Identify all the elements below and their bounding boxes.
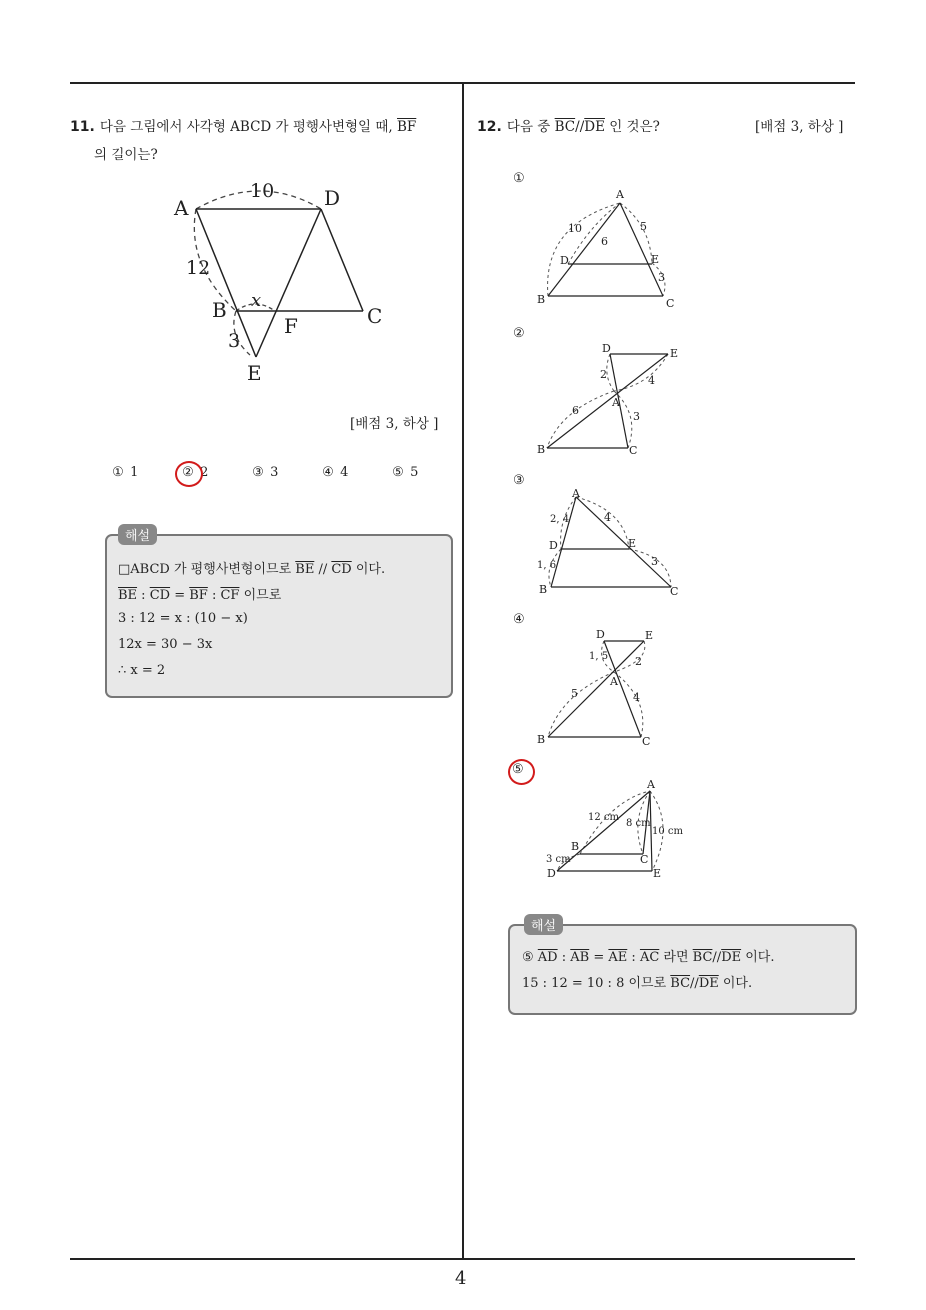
svg-text:2: 2 — [600, 368, 607, 381]
svg-text:E: E — [628, 537, 637, 550]
vertex-label-d: D — [324, 186, 341, 210]
length-label-ab: 12 — [186, 257, 211, 279]
answer-mark-circle — [175, 461, 203, 487]
svg-text:3 cm: 3 cm — [546, 854, 571, 865]
solution-tag: 해설 — [524, 914, 563, 935]
q12-option-5-figure — [540, 775, 700, 885]
q12-option-1-figure — [530, 185, 690, 310]
svg-text:B: B — [537, 293, 546, 306]
answer-mark-circle — [508, 759, 535, 785]
solution-line-2: 15 : 12 = 10 : 8 이므로 $\overline{BC}//\overline{DE}$ 이다. — [522, 976, 753, 991]
q12-option-4-figure — [530, 625, 690, 750]
q12-option-4-mark[interactable]: ④ — [513, 612, 525, 627]
question-text-line2: 의 길이는? — [94, 147, 158, 163]
svg-text:E: E — [653, 867, 662, 880]
q12-option-5-mark[interactable]: ⑤ — [512, 762, 524, 777]
svg-text:D: D — [596, 628, 605, 641]
svg-text:D: D — [602, 342, 611, 355]
svg-text:A: A — [647, 778, 655, 791]
svg-text:4: 4 — [633, 691, 640, 704]
svg-text:6: 6 — [572, 404, 579, 417]
vertex-label-f: F — [284, 314, 298, 338]
length-label-ad: 10 — [250, 180, 275, 202]
question-text: 다음 그림에서 사각형 ABCD 가 평행사변형일 때, $\overline{BF}$ — [99, 119, 417, 135]
segment-bf: $\overline{BF}$ — [397, 119, 417, 135]
q12-option-2-figure — [530, 340, 690, 460]
svg-text:A: A — [616, 188, 624, 201]
solution-line-5: ∴ x = 2 — [118, 663, 166, 678]
question-number: 11. — [70, 119, 95, 135]
q12-option-1-mark[interactable]: ① — [513, 171, 525, 186]
svg-text:3: 3 — [651, 555, 658, 568]
svg-text:A: A — [612, 396, 620, 409]
q12-option-2-mark[interactable]: ② — [513, 326, 525, 341]
svg-text:E: E — [651, 253, 660, 266]
svg-text:D: D — [560, 254, 569, 267]
q11-figure — [170, 175, 400, 390]
svg-text:6: 6 — [601, 235, 608, 248]
svg-text:2, 4: 2, 4 — [550, 514, 570, 525]
svg-text:C: C — [640, 853, 649, 866]
svg-text:D: D — [547, 867, 556, 880]
question-11 — [70, 114, 455, 168]
svg-text:C: C — [670, 585, 679, 598]
svg-text:D: D — [549, 539, 558, 552]
vertex-label-b: B — [212, 298, 227, 322]
vertex-label-c: C — [367, 304, 383, 328]
q11-points: [배점 3, 하상 ] — [350, 416, 439, 432]
solution-line-1: □ABCD 가 평행사변형이므로 $\overline{BE} // \overline{CD}$ 이다. — [118, 562, 386, 577]
svg-text:5: 5 — [640, 220, 647, 233]
q12-solution-box — [508, 924, 857, 1015]
solution-tag: 해설 — [118, 524, 157, 545]
column-divider — [462, 82, 464, 1259]
choice-2[interactable]: ② 2 — [182, 465, 209, 480]
svg-text:B: B — [537, 733, 546, 746]
svg-text:12 cm: 12 cm — [588, 812, 619, 823]
svg-text:B: B — [539, 583, 548, 596]
svg-text:1, 6: 1, 6 — [537, 560, 557, 571]
q12-option-3-figure — [530, 485, 690, 600]
solution-line-2: $\overline{BE}$ : $\overline{CD} = \overline{BF}$ : $\overline{CF}$ 이므로 — [118, 588, 282, 603]
solution-line-1: ⑤ $\overline{AD}$ : $\overline{AB} = \overline{AE}$ : $\overline{AC}$ 라면 $\overline{BC}//\overline{DE}$ 이다. — [522, 950, 775, 965]
vertex-label-e: E — [247, 361, 262, 385]
svg-text:A: A — [610, 675, 618, 688]
svg-text:A: A — [572, 487, 580, 500]
choice-4[interactable]: ④ 4 — [322, 465, 349, 480]
svg-text:8 cm: 8 cm — [626, 818, 651, 829]
svg-text:3: 3 — [633, 410, 640, 423]
svg-text:B: B — [537, 443, 546, 456]
svg-text:C: C — [629, 444, 638, 457]
solution-line-4: 12x = 30 − 3x — [118, 637, 213, 652]
svg-text:E: E — [645, 629, 654, 642]
page-number: 4 — [455, 1268, 467, 1289]
svg-text:4: 4 — [648, 374, 655, 387]
svg-text:E: E — [670, 347, 679, 360]
length-label-be: 3 — [228, 330, 241, 352]
svg-text:10: 10 — [568, 222, 582, 235]
length-label-bf: x — [251, 290, 262, 311]
choice-5[interactable]: ⑤ 5 — [392, 465, 419, 480]
svg-text:C: C — [666, 297, 675, 310]
svg-text:4: 4 — [604, 511, 611, 524]
choice-1[interactable]: ① 1 — [112, 465, 139, 480]
question-text: 다음 중 $\overline{BC}//\overline{DE}$ 인 것은? — [506, 119, 660, 135]
svg-text:5: 5 — [571, 687, 578, 700]
svg-text:C: C — [642, 735, 651, 748]
choice-3[interactable]: ③ 3 — [252, 465, 279, 480]
svg-text:10 cm: 10 cm — [652, 826, 683, 837]
vertex-label-a: A — [174, 196, 189, 220]
svg-text:2: 2 — [635, 655, 642, 668]
svg-text:B: B — [571, 840, 580, 853]
q12-option-3-mark[interactable]: ③ — [513, 473, 525, 488]
question-number: 12. — [477, 119, 502, 135]
q12-points: [배점 3, 하상 ] — [755, 119, 844, 135]
bottom-rule — [70, 1258, 855, 1260]
svg-text:3: 3 — [658, 271, 665, 284]
solution-line-3: 3 : 12 = x : (10 − x) — [118, 611, 248, 626]
svg-text:1, 5: 1, 5 — [589, 651, 609, 662]
